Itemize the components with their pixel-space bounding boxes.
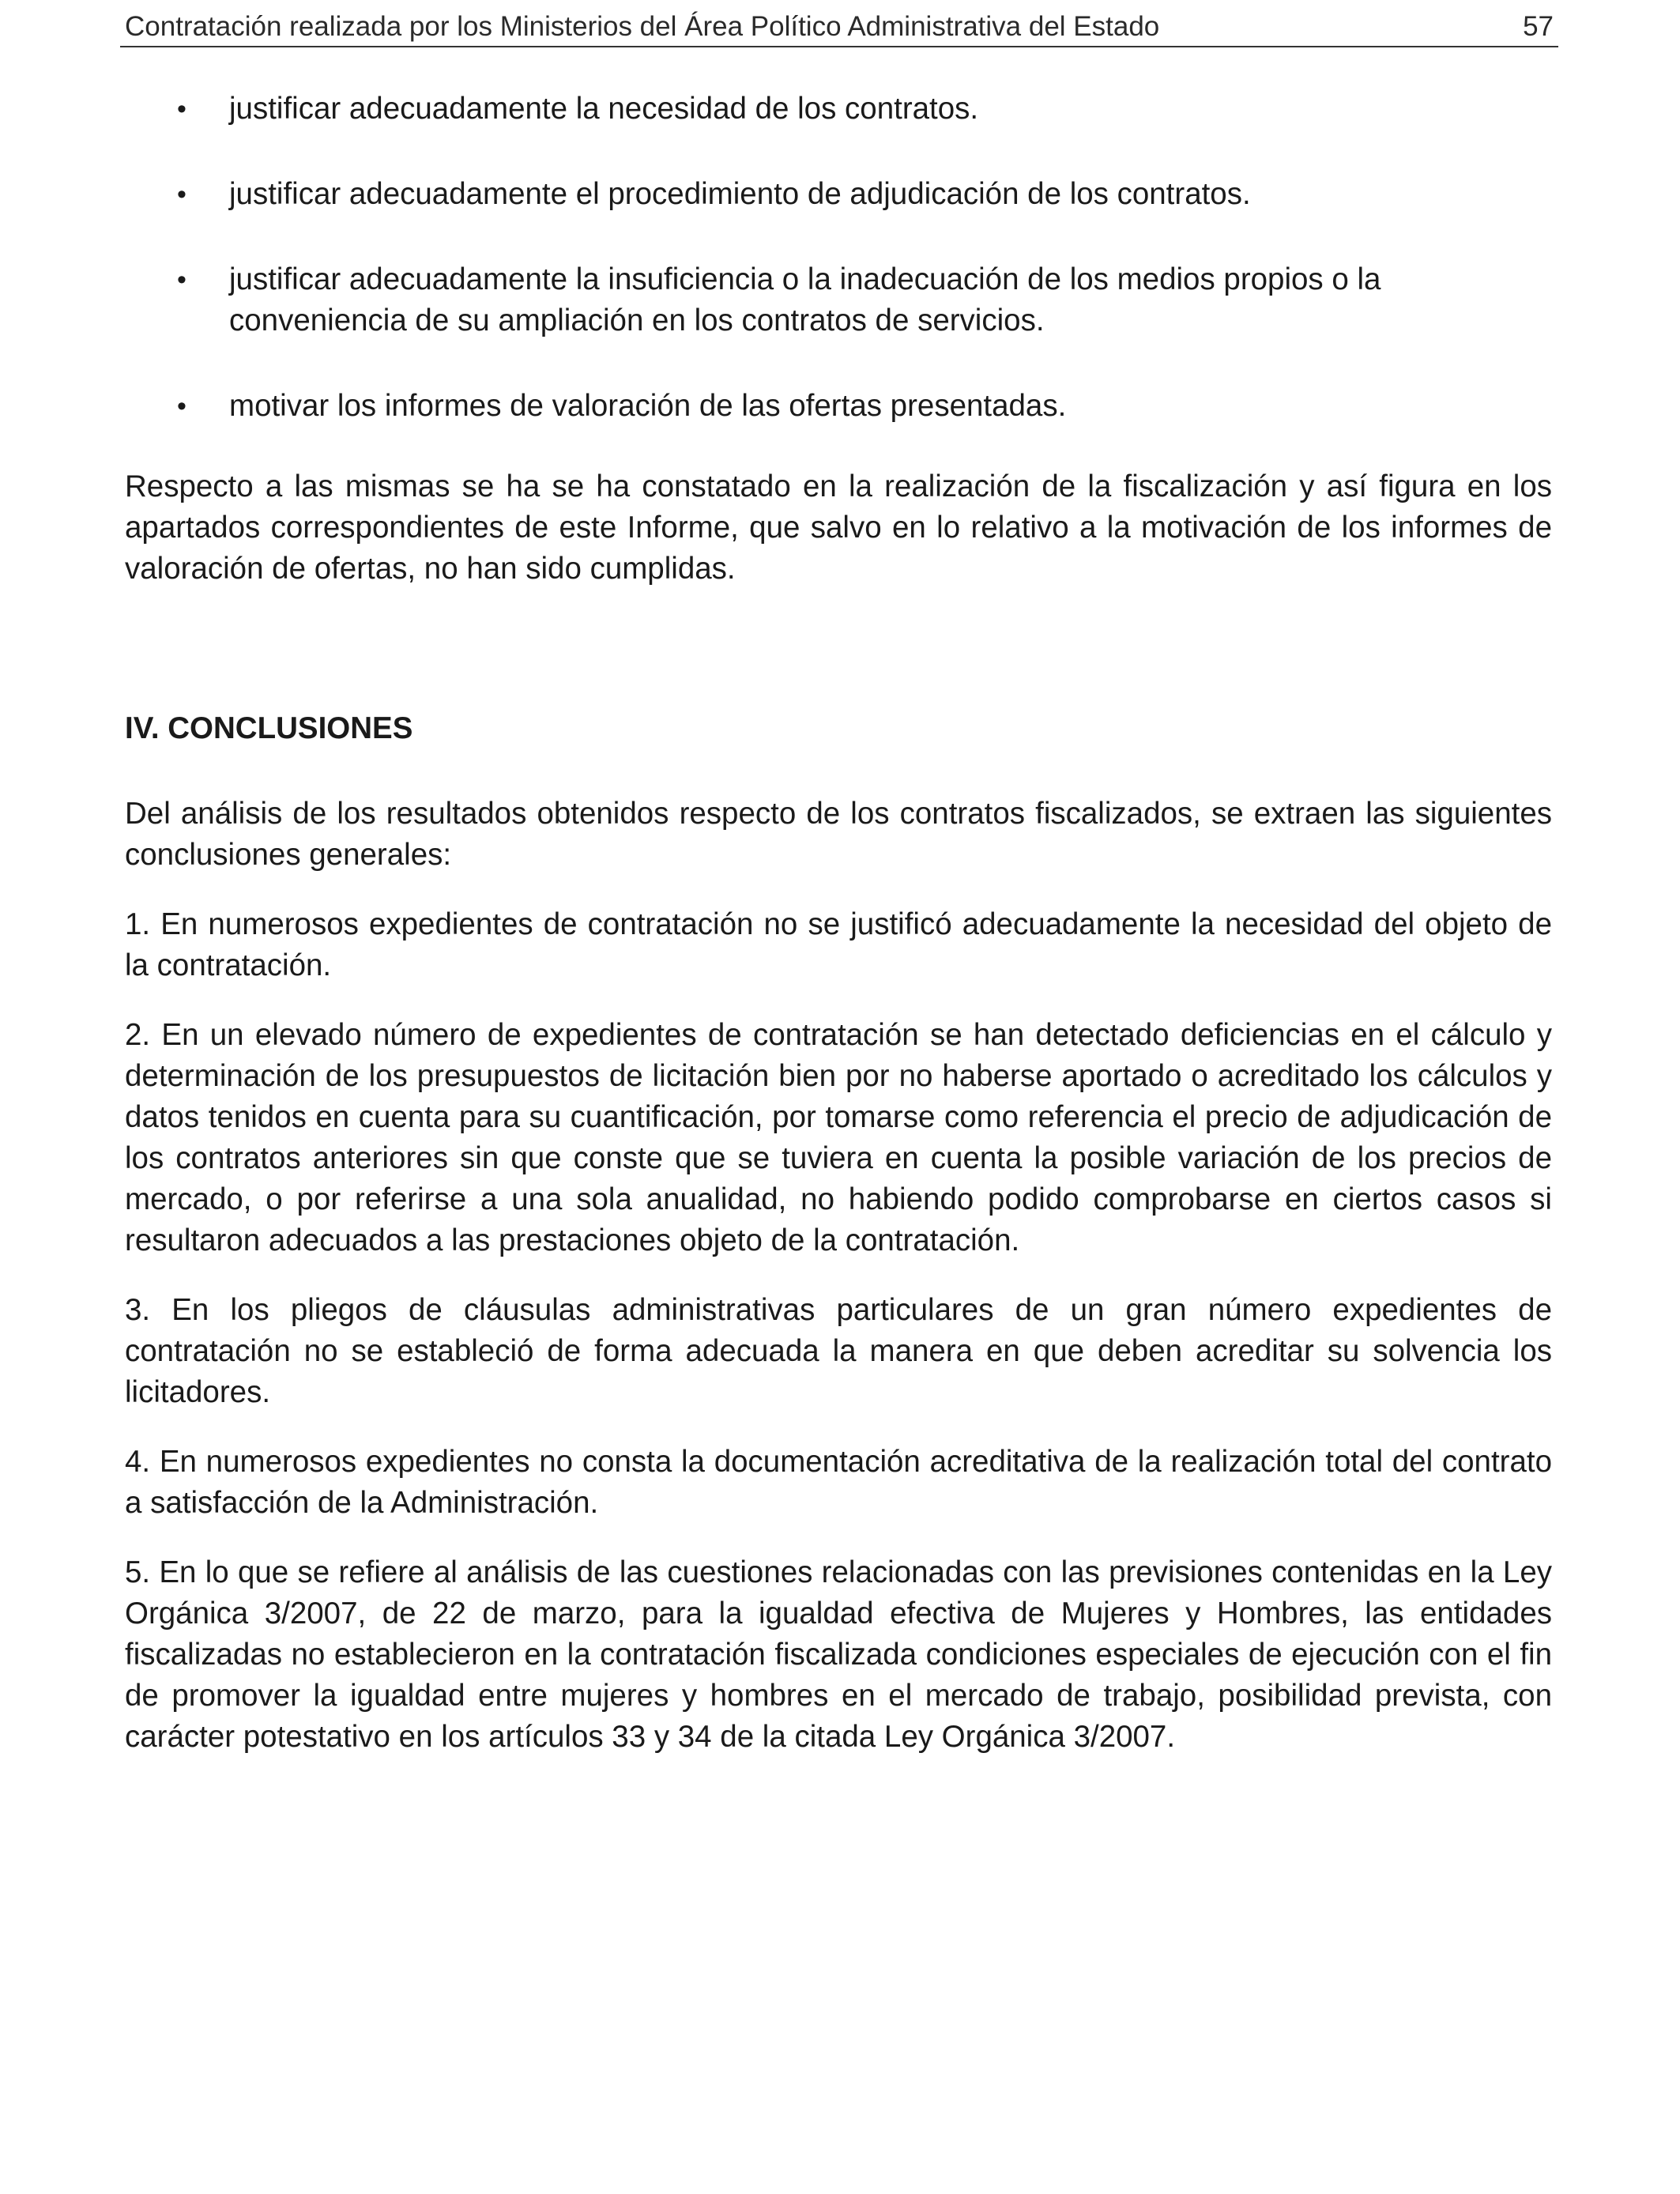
conclusion-item-1: 1. En numerosos expedientes de contratación no se justificó adecuadamente la necesidad del objeto de la contratación.: [125, 907, 1552, 982]
bullet-icon: •: [177, 94, 186, 124]
bullet-text: motivar los informes de valoración de las ofertas presentadas.: [229, 389, 1067, 423]
conclusions-intro: Del análisis de los resultados obtenidos respecto de los contratos fiscalizados, se extraen las siguientes conclusiones generales:: [125, 797, 1552, 872]
bullet-text: justificar adecuadamente la necesidad de los contratos.: [229, 92, 979, 126]
bullet-item: [125, 89, 1552, 130]
page-body: [125, 89, 1552, 1758]
conclusion-item-2: 2. En un elevado número de expedientes de contratación se han detectado deficiencias en el cálculo y determinación de los presupuestos de licitación bien por no haberse aportado o acreditado los cálculos y datos tenidos en cuenta para su cuantificación, por tomarse como referencia el precio de adjudicación de los contratos anteriores sin que conste que se tuviera en cuenta la posible variación de los precios de mercado, o por referirse a una sola anualidad, no habiendo podido comprobarse en ciertos casos si resultaron adecuados a las prestaciones objeto de la contratación.: [125, 1018, 1552, 1257]
section-heading: IV. CONCLUSIONES: [125, 711, 413, 745]
bullet-text: justificar adecuadamente la insuficiencia o la inadecuación de los medios propios o la conveniencia de su ampliación en los contratos de servicios.: [229, 262, 1381, 337]
bullet-item: [125, 386, 1552, 427]
running-header: [120, 8, 1558, 47]
header-title: Contratación realizada por los Ministerios del Área Político Administrativa del Estado: [125, 11, 1160, 42]
conclusion-item-5: 5. En lo que se refiere al análisis de las cuestiones relacionadas con las previsiones contenidas en la Ley Orgánica 3/2007, de 22 de marzo, para la igualdad efectiva de Mujeres y Hombres, las entidades fiscalizadas no establecieron en la contratación fiscalizada condiciones especiales de ejecución con el fin de promover la igualdad entre mujeres y hombres en el mercado de trabajo, posibilidad prevista, con carácter potestativo en los artículos 33 y 34 de la citada Ley Orgánica 3/2007.: [125, 1555, 1552, 1754]
page-number: 57: [1523, 11, 1554, 42]
bullet-icon: •: [177, 265, 186, 295]
bullet-item: [125, 259, 1552, 341]
conclusion-item-4: 4. En numerosos expedientes no consta la documentación acreditativa de la realización total del contrato a satisfacción de la Administración.: [125, 1445, 1552, 1520]
bullet-icon: •: [177, 179, 186, 209]
conclusion-item-3: 3. En los pliegos de cláusulas administrativas particulares de un gran número expedientes de contratación no se estableció de forma adecuada la manera en que deben acreditar su solvencia los licitadores.: [125, 1293, 1552, 1409]
requirements-bullet-list: [125, 89, 1552, 427]
bullet-item: [125, 174, 1552, 215]
findings-paragraph: Respecto a las mismas se ha se ha constatado en la realización de la fiscalización y así figura en los apartados correspondientes de este Informe, que salvo en lo relativo a la motivación de los informes de valoración de ofertas, no han sido cumplidas.: [125, 469, 1552, 586]
bullet-text: justificar adecuadamente el procedimiento de adjudicación de los contratos.: [229, 177, 1251, 211]
bullet-icon: •: [177, 391, 186, 421]
